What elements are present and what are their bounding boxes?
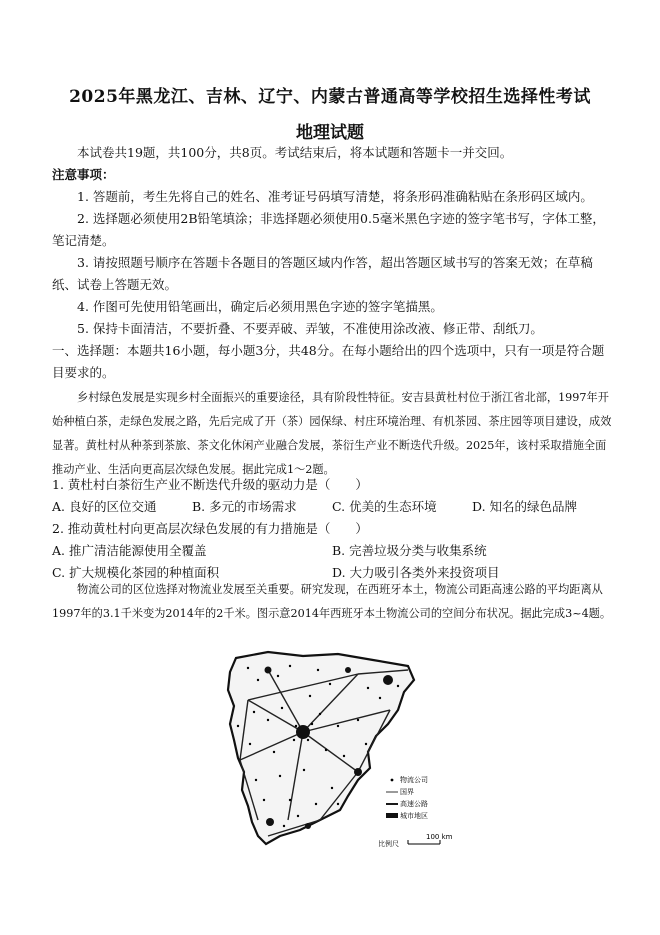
notice-item-4: 4. 作图可先使用铅笔画出，确定后必须用黑色字迹的签字笔描黑。 [77, 299, 443, 314]
legend-company-symbol [391, 779, 394, 782]
scale-value: 100 km [426, 833, 453, 841]
map-svg [208, 640, 468, 870]
passage-1 [52, 386, 612, 482]
legend-urban: 城市地区 [400, 812, 428, 820]
q2-option-c[interactable]: C. 扩大规模化茶园的种植面积 [52, 565, 220, 580]
q1-option-b[interactable]: B. 多元的市场需求 [192, 499, 297, 514]
map-scale [378, 833, 453, 848]
legend-border: 国界 [400, 788, 414, 796]
notice-item-3: 3. 请按照题号顺序在答题卡各题目的答题区域内作答，超出答题区域书写的答案无效；在草稿纸、试卷上答题无效。 [52, 255, 593, 292]
notice-item-1: 1. 答题前，考生先将自己的姓名、准考证号码填写清楚，将条形码准确粘贴在条形码区域内。 [77, 189, 593, 204]
map-legend [386, 775, 428, 820]
scale-label: 比例尺 [378, 840, 399, 848]
exam-title: 2025年黑龙江、吉林、辽宁、内蒙古普通高等学校招生选择性考试 [69, 87, 591, 107]
section-heading: 一、选择题：本题共16小题，每小题3分，共48分。在每小题给出的四个选项中，只有一项是符合题目要求的。 [52, 343, 605, 380]
passage-2-text: 物流公司的区位选择对物流业发展至关重要。研究发现，在西班牙本土，物流公司距高速公路的平均距离从1997年的3.1千米变为2014年的2千米。图示意2014年西班牙本土物流公司的空间分布状况。据此完成3~4题。 [52, 583, 612, 620]
exam-subtitle: 地理试题 [296, 123, 364, 143]
q1-option-d[interactable]: D. 知名的绿色品牌 [472, 499, 578, 514]
passage-1-text: 乡村绿色发展是实现乡村全面振兴的重要途径，具有阶段性特征。安吉县黄杜村位于浙江省北部，1997年开始种植白茶，走绿色发展之路，先后完成了开（茶）园保绿、村庄环境治理、有机茶园、茶庄园等项目建设，成效显著。黄杜村从种茶到茶旅、茶文化休闲产业融合发展，茶衍生产业不断迭代升级。2025年，该村采取措施全面推动产业、生活向更高层次绿色发展。据此完成1～2题。 [52, 391, 612, 476]
q2-stem: 2. 推动黄杜村向更高层次绿色发展的有力措施是（ ） [52, 521, 368, 536]
legend-company: 物流公司 [400, 776, 428, 784]
q1-option-c[interactable]: C. 优美的生态环境 [332, 499, 437, 514]
exam-intro: 本试卷共19题，共100分，共8页。考试结束后，将本试题和答题卡一并交回。 [77, 145, 513, 160]
q1-option-a[interactable]: A. 良好的区位交通 [52, 499, 157, 514]
q1-options [52, 496, 612, 518]
notice-item-2: 2. 选择题必须使用2B铅笔填涂；非选择题必须使用0.5毫米黑色字迹的签字笔书写，字体工整，笔记清楚。 [52, 211, 605, 248]
q2-option-d[interactable]: D. 大力吸引各类外来投资项目 [332, 565, 500, 580]
spain-logistics-map [208, 640, 468, 870]
legend-urban-symbol [386, 813, 398, 818]
q1-stem: 1. 黄杜村白茶衍生产业不断迭代升级的驱动力是（ ） [52, 477, 368, 492]
notice-item-5: 5. 保持卡面清洁，不要折叠、不要弄破、弄皱，不准使用涂改液、修正带、刮纸刀。 [77, 321, 543, 336]
exam-intro-block [52, 142, 612, 384]
q2-options-row1 [52, 540, 612, 562]
passage-2 [52, 578, 612, 626]
q2-option-b[interactable]: B. 完善垃圾分类与收集系统 [332, 543, 487, 558]
q2-option-a[interactable]: A. 推广清洁能源使用全覆盖 [52, 543, 207, 558]
notice-heading: 注意事项： [52, 167, 115, 182]
legend-highway: 高速公路 [400, 800, 428, 808]
question-1 [52, 474, 612, 584]
